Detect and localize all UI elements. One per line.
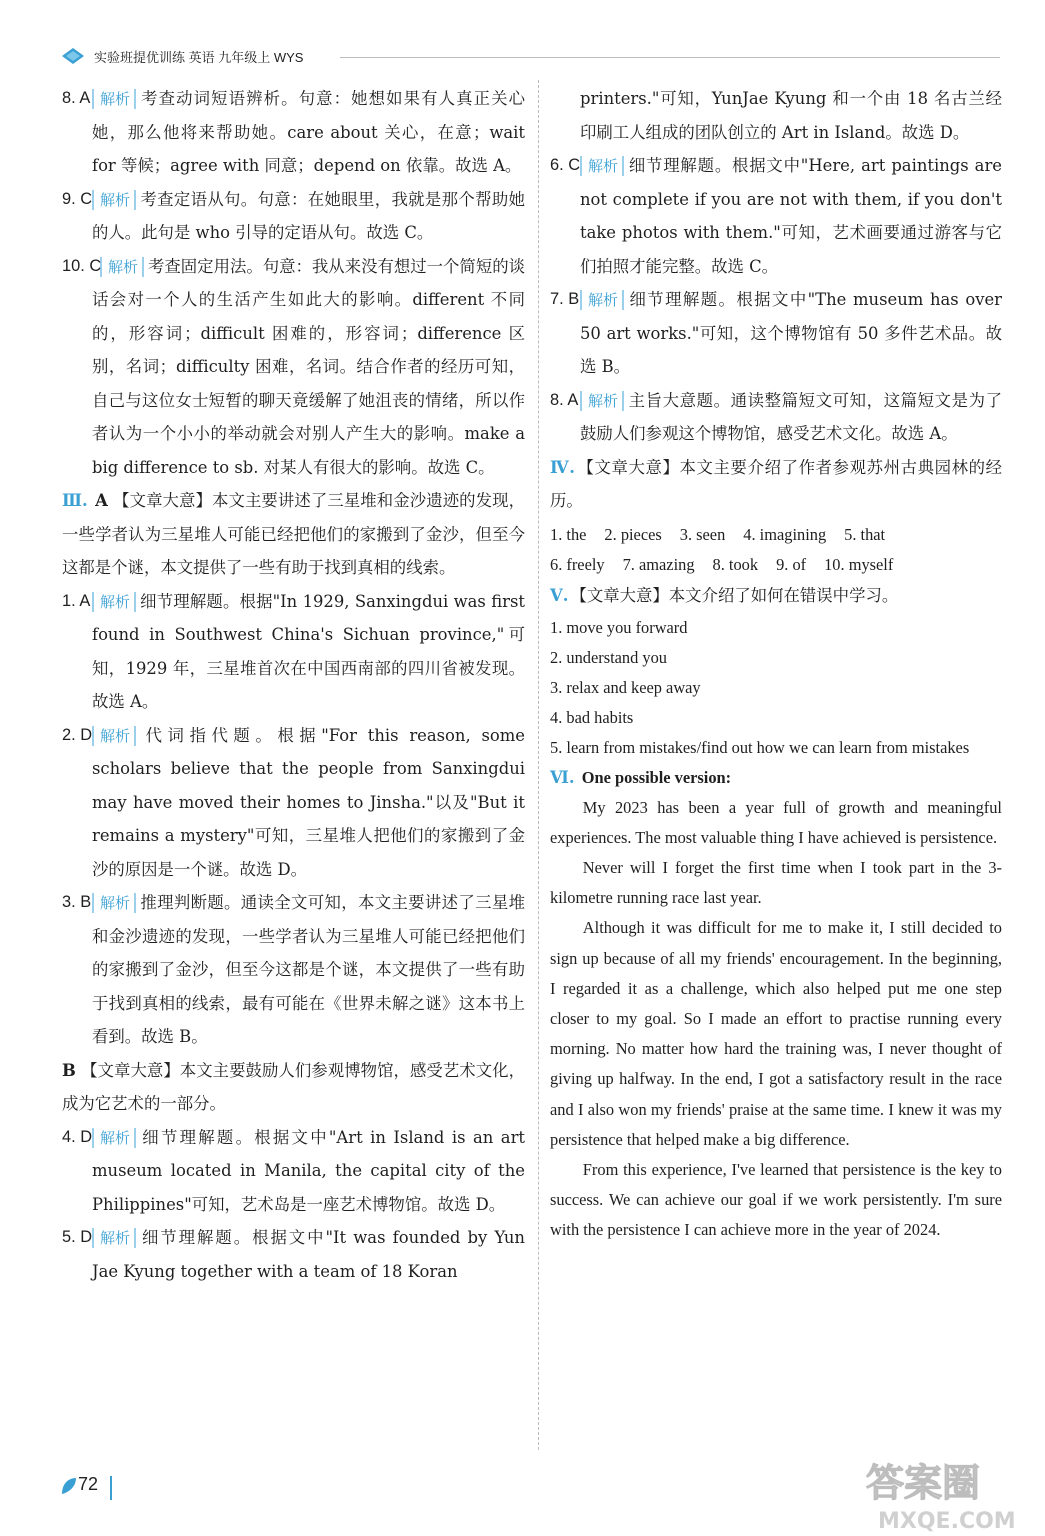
sentence-answers xyxy=(550,613,1002,763)
section-numeral: Ⅴ. xyxy=(550,586,569,605)
answer-item xyxy=(62,250,525,485)
answer-continuation xyxy=(550,82,1002,149)
answer-item xyxy=(550,283,1002,384)
blank-answer: 10. myself xyxy=(824,555,894,574)
section-summary xyxy=(62,484,525,585)
section-heading xyxy=(550,763,1002,793)
analysis-tag: 解析 xyxy=(580,290,624,310)
sentence-answer: 5. learn from mistakes/find out how we can learn from mistakes xyxy=(550,737,970,757)
answer-text: 细节理解题。根据文中"The museum has over 50 art works."可知，这个博物馆有 50 多件艺术品。故选 B。 xyxy=(580,290,1002,376)
answer-text: 推理判断题。通读全文可知，本文主要讲述了三星堆和金沙遗迹的发现，一些学者认为三星堆人可能已经把他们的家搬到了金沙，但至今这都是个谜，本文提供了一些有助于找到真相的线索，最有可能在《世界未解之谜》这本书上看到。故选 B。 xyxy=(92,893,525,1046)
analysis-tag: 解析 xyxy=(92,190,136,210)
version-label: One possible version: xyxy=(581,767,732,787)
answer-number: 2. D xyxy=(62,725,93,744)
answer-number: 10. C xyxy=(62,256,102,275)
essay-paragraph: My 2023 has been a year full of growth and meaningful experiences. The most valuable thing I have achieved is persistence. xyxy=(550,797,1002,847)
svg-text:答案圈: 答案圈 xyxy=(866,1461,981,1505)
answer-text: 考查定语从句。句意：在她眼里，我就是那个帮助她的人。此句是 who 引导的定语从句。故选 C。 xyxy=(92,189,525,242)
answer-item xyxy=(62,1121,525,1222)
answer-text: 细节理解题。根据文中"It was founded by Yun Jae Kyung together with a team of 18 Koran xyxy=(92,1228,525,1281)
answer-number: 8. A xyxy=(62,89,91,107)
answer-text: 细节理解题。根据文中"Art in Island is an art museum located in Manila, the capital city of the Philippines"可知，艺术岛是一座艺术博物馆。故选 D。 xyxy=(92,1127,525,1214)
answer-item xyxy=(62,719,525,887)
section-numeral: Ⅵ. xyxy=(550,767,575,787)
summary-text: 【文章大意】本文主要鼓励人们参观博物馆，感受艺术文化，成为它艺术的一部分。 xyxy=(62,1060,525,1113)
sentence-answer: 4. bad habits xyxy=(550,707,634,727)
answer-text: 主旨大意题。通读整篇短文可知，这篇短文是为了鼓励人们参观这个博物馆，感受艺术文化。故选 A。 xyxy=(580,390,1002,443)
answer-text: printers."可知，YunJae Kyung 和一个由 18 名古兰经印刷工人组成的团队创立的 Art in Island。故选 D。 xyxy=(580,89,1002,142)
answer-number: 7. B xyxy=(550,290,580,308)
book-logo-icon xyxy=(60,44,86,68)
analysis-tag: 解析 xyxy=(92,89,136,109)
book-title: 实验班提优训练 英语 九年级上 WYS xyxy=(94,50,304,65)
answer-text: 代词指代题。根据"For this reason, some scholars believe that the people from Sanxingdui may have moved their homes to Jinsha."以及"But it remains a mystery"可知，三星堆人把他们的家搬到了金沙的原因是一个谜。故选 D。 xyxy=(92,725,525,879)
analysis-tag: 解析 xyxy=(580,156,624,176)
column-divider xyxy=(538,80,539,1450)
blank-answer: 1. the xyxy=(550,524,587,544)
analysis-tag: 解析 xyxy=(92,1228,136,1248)
blank-answers-row xyxy=(550,551,1002,579)
answer-item xyxy=(62,886,525,1054)
analysis-tag: 解析 xyxy=(92,592,136,612)
section-numeral: Ⅳ. xyxy=(550,457,575,477)
analysis-tag: 解析 xyxy=(100,257,144,277)
answer-item xyxy=(550,384,1002,451)
essay-paragraph: Although it was difficult for me to make it, I still decided to sign up because of all my friends' encouragement. In the beginning, I regarded it as a challenge, which also helped put me one step closer to my goal. So I made an effort to practise running every morning. No matter how hard the training was, I never thought of giving up halfway. In the end, I got a satisfactory result in the race and I also won my friends' praise at the same time. I knew it was my persistence that helped make a big difference. xyxy=(550,918,1002,1149)
blank-answer: 9. of xyxy=(776,555,807,574)
answer-number: 3. B xyxy=(62,893,92,911)
blank-answer: 7. amazing xyxy=(622,555,695,574)
header-rule xyxy=(340,57,1000,58)
blank-answer: 4. imagining xyxy=(743,524,827,544)
analysis-tag: 解析 xyxy=(92,726,136,746)
section-numeral: Ⅲ. xyxy=(62,491,88,510)
watermark-logo xyxy=(862,1454,1022,1534)
answer-item xyxy=(550,149,1002,283)
answer-text: 考查动词短语辨析。句意：她想如果有人真正关心她，那么他将来帮助她。care about 关心，在意；wait for 等候；agree with 同意；depend on 依靠。故选 A。 xyxy=(92,89,525,175)
page-footer xyxy=(60,1470,120,1502)
svg-text:MXQE.COM: MXQE.COM xyxy=(878,1509,1016,1534)
model-essay xyxy=(550,793,1002,1246)
part-letter: B xyxy=(62,1060,76,1080)
part-letter: A xyxy=(95,491,108,510)
analysis-tag: 解析 xyxy=(580,391,624,411)
blank-answers-row xyxy=(550,518,1002,552)
blank-answer: 6. freely xyxy=(550,555,605,574)
sentence-answer: 2. understand you xyxy=(550,647,667,667)
essay-paragraph: From this experience, I've learned that persistence is the key to success. We can achieve our goal if we work persistently. I'm sure with the persistence I can achieve more in the year of 2024. xyxy=(550,1159,1002,1240)
answer-text: 细节理解题。根据文中"Here, art paintings are not complete if you are not with them, if you don't take photos with them."可知，艺术画要通过游客与它们拍照才能完整。故选 C。 xyxy=(580,156,1002,276)
answer-number: 4. D xyxy=(62,1127,93,1146)
page-number: 72 xyxy=(78,1474,99,1494)
sentence-answer: 3. relax and keep away xyxy=(550,677,701,697)
footer-bar xyxy=(110,1476,112,1500)
analysis-tag: 解析 xyxy=(92,893,136,913)
section-summary xyxy=(550,579,1002,613)
blank-answer: 5. that xyxy=(844,524,886,544)
summary-text: 【文章大意】本文介绍了如何在错误中学习。 xyxy=(570,586,899,605)
answer-number: 9. C xyxy=(62,189,93,208)
section-summary xyxy=(550,451,1002,518)
blank-answer: 2. pieces xyxy=(604,524,662,544)
right-column xyxy=(550,82,1002,1246)
analysis-tag: 解析 xyxy=(92,1128,136,1148)
leaf-icon xyxy=(60,1476,78,1496)
answer-item xyxy=(62,585,525,719)
answer-item xyxy=(62,82,525,183)
section-summary xyxy=(62,1054,525,1121)
answer-text: 细节理解题。根据"In 1929, Sanxingdui was first found in Southwest China's Sichuan province,"可知，1929 年，三星堆首次在中国西南部的四川省被发现。故选 A。 xyxy=(92,591,525,711)
summary-text: 【文章大意】本文主要介绍了作者参观苏州古典园林的经历。 xyxy=(550,457,1002,510)
summary-text: 【文章大意】本文主要讲述了三星堆和金沙遗迹的发现，一些学者认为三星堆人可能已经把他们的家搬到了金沙，但至今这都是个谜，本文提供了一些有助于找到真相的线索。 xyxy=(62,491,526,577)
answer-number: 5. D xyxy=(62,1228,93,1246)
answer-number: 6. C xyxy=(550,156,581,174)
left-column xyxy=(62,82,525,1288)
page-header xyxy=(60,42,990,70)
blank-answer: 8. took xyxy=(712,555,759,574)
answer-number: 8. A xyxy=(550,390,579,409)
answer-text: 考查固定用法。句意：我从来没有想过一个简短的谈话会对一个人的生活产生如此大的影响。different 不同的，形容词；difficult 困难的，形容词；difference 区别，名词；difficulty 困难，名词。结合作者的经历可知，自己与这位女士短暂的聊天竟缓解了她沮丧的情绪，所以作者认为一个小小的举动就会对别人产生大的影响。make a big difference to sb. 对某人有很大的影响。故选 C。 xyxy=(92,256,525,477)
essay-paragraph: Never will I forget the first time when I took part in the 3-kilometre running race last year. xyxy=(550,857,1002,908)
answer-number: 1. A xyxy=(62,591,91,610)
answer-item xyxy=(62,183,525,250)
answer-item xyxy=(62,1221,525,1288)
blank-answer: 3. seen xyxy=(679,524,726,544)
sentence-answer: 1. move you forward xyxy=(550,617,688,637)
